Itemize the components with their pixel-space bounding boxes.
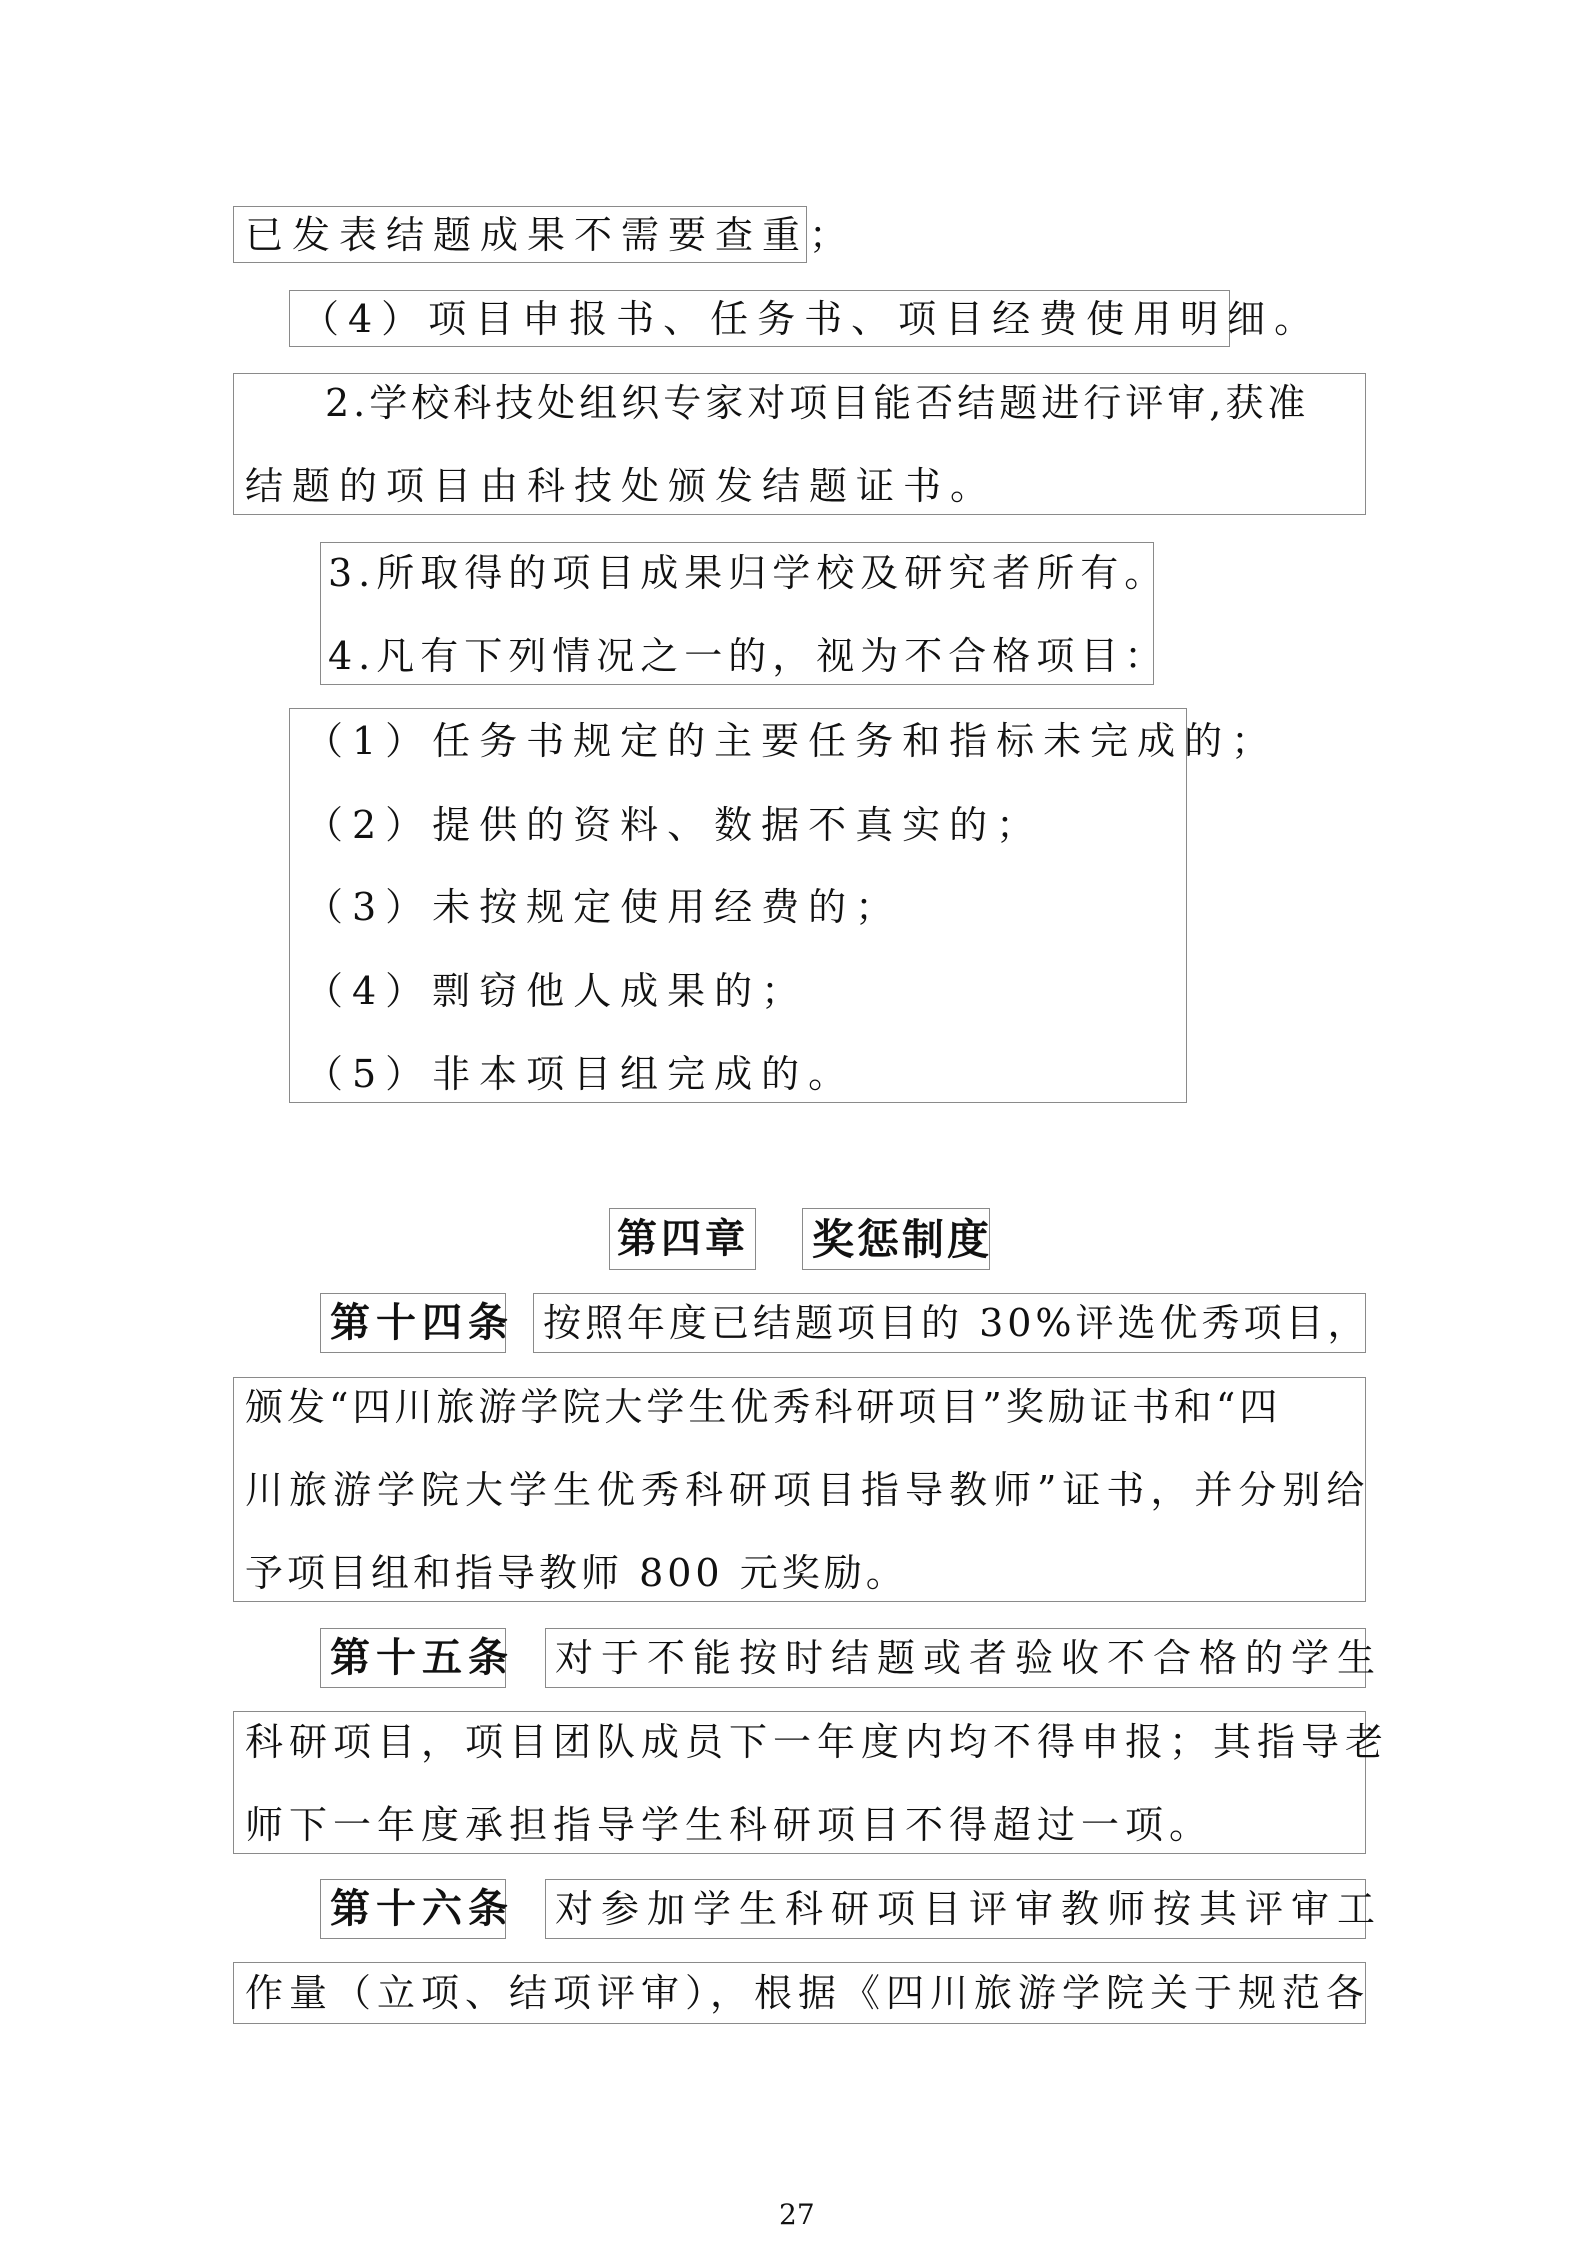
- chapter-number: 第四章: [617, 1216, 749, 1262]
- chapter-title: 奖惩制度: [812, 1215, 993, 1264]
- list-item: （4）剽窃他人成果的；: [305, 969, 809, 1013]
- list-item: （4）项目申报书、任务书、项目经费使用明细。: [301, 297, 1322, 341]
- paragraph-line: 作量（立项、结项评审），根据《四川旅游学院关于规范各: [245, 1971, 1371, 2015]
- paragraph-line: 颁发“四川旅游学院大学生优秀科研项目”奖励证书和“四: [245, 1385, 1282, 1429]
- article-16-label: 第十六条: [330, 1886, 514, 1932]
- article-14-lead: 按照年度已结题项目的 30%评选优秀项目，: [543, 1301, 1370, 1345]
- article-14-label: 第十四条: [330, 1300, 514, 1346]
- paragraph-line: 已发表结题成果不需要查重；: [245, 213, 857, 257]
- paragraph-line: 4.凡有下列情况之一的，视为不合格项目：: [328, 634, 1169, 678]
- paragraph-line: 结题的项目由科技处颁发结题证书。: [245, 464, 998, 508]
- paragraph-line: 科研项目，项目团队成员下一年度内均不得申报；其指导老: [245, 1720, 1390, 1764]
- paragraph-line: 2.学校科技处组织专家对项目能否结题进行评审,获准: [325, 381, 1310, 425]
- paragraph-line: 川旅游学院大学生优秀科研项目指导教师”证书，并分别给: [245, 1468, 1371, 1512]
- list-item: （2）提供的资料、数据不真实的；: [305, 803, 1044, 847]
- list-item: （5）非本项目组完成的。: [305, 1052, 856, 1096]
- article-15-lead: 对于不能按时结题或者验收不合格的学生: [555, 1636, 1384, 1680]
- paragraph-line: 师下一年度承担指导学生科研项目不得超过一项。: [245, 1803, 1214, 1847]
- list-item: （3）未按规定使用经费的；: [305, 885, 903, 929]
- article-16-lead: 对参加学生科研项目评审教师按其评审工: [555, 1887, 1384, 1931]
- paragraph-line: 3.所取得的项目成果归学校及研究者所有。: [328, 551, 1169, 595]
- article-15-label: 第十五条: [330, 1635, 514, 1681]
- list-item: （1）任务书规定的主要任务和指标未完成的；: [305, 719, 1279, 763]
- paragraph-line: 予项目组和指导教师 800 元奖励。: [245, 1551, 908, 1595]
- page-number: 27: [779, 2198, 815, 2231]
